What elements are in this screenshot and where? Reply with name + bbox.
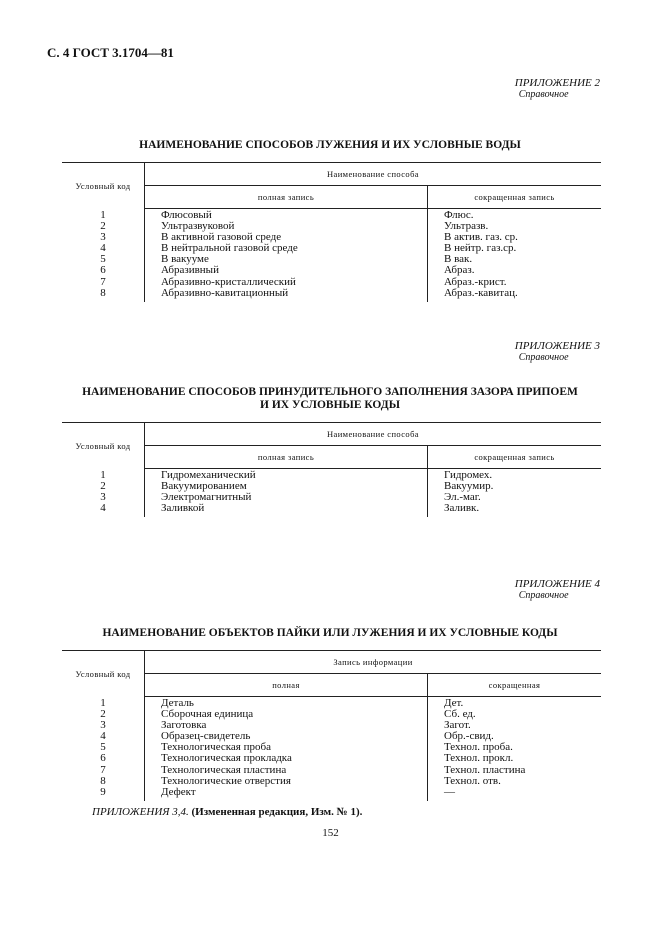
section-title bbox=[60, 386, 600, 412]
table-row bbox=[62, 288, 601, 302]
row-code: 2 bbox=[100, 708, 106, 721]
row-full-name: Заливкой bbox=[145, 503, 428, 517]
appendix-note: Справочное bbox=[518, 590, 569, 601]
row-code: 8 bbox=[100, 286, 106, 299]
table-row bbox=[62, 243, 601, 254]
col-group-header: Наименование способа bbox=[145, 423, 602, 446]
table-row bbox=[62, 503, 601, 517]
row-code: 6 bbox=[100, 264, 106, 277]
table-row bbox=[62, 481, 601, 492]
row-full-name: Абразивный bbox=[145, 265, 428, 276]
row-short-name: Технол. отв. bbox=[428, 776, 602, 787]
section-title-line: И ИХ УСЛОВНЫЕ КОДЫ bbox=[260, 399, 400, 411]
table-row bbox=[62, 469, 601, 482]
revision-note-appendices: ПРИЛОЖЕНИЯ 3,4. bbox=[92, 806, 189, 818]
row-short-name: Заливк. bbox=[428, 503, 602, 517]
row-code: 3 bbox=[100, 231, 106, 244]
table-body bbox=[62, 697, 601, 801]
row-code: 2 bbox=[100, 480, 106, 493]
row-code: 1 bbox=[100, 208, 106, 221]
row-short-name: Флюс. bbox=[428, 209, 602, 222]
col-code-header: Условный код bbox=[62, 651, 145, 697]
table-row bbox=[62, 265, 601, 276]
appendix-title: ПРИЛОЖЕНИЕ 3 bbox=[514, 340, 600, 352]
table-body bbox=[62, 469, 601, 518]
row-code: 4 bbox=[100, 730, 106, 743]
row-full-name: Деталь bbox=[145, 697, 428, 710]
col-short-header: сокращенная запись bbox=[428, 186, 602, 209]
row-full-name: Флюсовый bbox=[145, 209, 428, 222]
table-row bbox=[62, 787, 601, 801]
row-full-name: Абразивно-кристаллический bbox=[145, 277, 428, 288]
table-row bbox=[62, 209, 601, 222]
row-code: 2 bbox=[100, 220, 106, 233]
row-full-name: Технологическая пластина bbox=[145, 765, 428, 776]
row-code: 1 bbox=[100, 696, 106, 709]
table-tinning-methods bbox=[62, 162, 601, 302]
table-row bbox=[62, 221, 601, 232]
col-code-header: Условный код bbox=[62, 163, 145, 209]
appendix-title: ПРИЛОЖЕНИЕ 2 bbox=[514, 77, 600, 89]
row-code: 1 bbox=[100, 468, 106, 481]
appendix-title: ПРИЛОЖЕНИЕ 4 bbox=[514, 578, 600, 590]
row-short-name: Дет. bbox=[428, 697, 602, 710]
row-full-name: Электромагнитный bbox=[145, 492, 428, 503]
appendix-2-label bbox=[515, 77, 600, 100]
table-soldering-objects bbox=[62, 650, 601, 801]
row-code: 5 bbox=[100, 741, 106, 754]
row-code: 3 bbox=[100, 719, 106, 732]
row-code: 6 bbox=[100, 752, 106, 765]
table-row bbox=[62, 697, 601, 710]
row-full-name: В нейтральной газовой среде bbox=[145, 243, 428, 254]
row-short-name: Технол. проба. bbox=[428, 742, 602, 753]
col-full-header: полная bbox=[145, 674, 428, 697]
row-short-name: Абраз. bbox=[428, 265, 602, 276]
table-row bbox=[62, 765, 601, 776]
row-short-name: Технол. прокл. bbox=[428, 753, 602, 764]
table-row bbox=[62, 232, 601, 243]
col-code-header: Условный код bbox=[62, 423, 145, 469]
row-short-name: В актив. газ. ср. bbox=[428, 232, 602, 243]
page-number: 152 bbox=[322, 827, 339, 839]
col-short-header: сокращенная bbox=[428, 674, 602, 697]
col-short-header: сокращенная запись bbox=[428, 446, 602, 469]
row-code: 8 bbox=[100, 774, 106, 787]
appendix-note: Справочное bbox=[518, 89, 569, 100]
table-row bbox=[62, 720, 601, 731]
row-short-name: Эл.-маг. bbox=[428, 492, 602, 503]
row-short-name: Гидромех. bbox=[428, 469, 602, 482]
col-group-header: Запись информации bbox=[145, 651, 602, 674]
row-code: 9 bbox=[100, 785, 106, 798]
row-full-name: Технологическая прокладка bbox=[145, 753, 428, 764]
section-title bbox=[60, 627, 600, 640]
col-full-header: полная запись bbox=[145, 446, 428, 469]
row-code: 5 bbox=[100, 253, 106, 266]
row-short-name: В вак. bbox=[428, 254, 602, 265]
row-full-name: Дефект bbox=[145, 787, 428, 801]
section-title-line: НАИМЕНОВАНИЕ СПОСОБОВ ЛУЖЕНИЯ И ИХ УСЛОВНЫЕ ВОДЫ bbox=[139, 139, 521, 151]
row-code: 4 bbox=[100, 502, 106, 515]
table-row bbox=[62, 731, 601, 742]
table-row bbox=[62, 254, 601, 265]
row-full-name: В вакууме bbox=[145, 254, 428, 265]
revision-note-text: (Измененная редакция, Изм. № 1). bbox=[191, 806, 363, 818]
row-short-name: Абраз.-крист. bbox=[428, 277, 602, 288]
table-gap-filling-methods bbox=[62, 422, 601, 517]
section-title bbox=[60, 139, 600, 152]
row-short-name: Обр.-свид. bbox=[428, 731, 602, 742]
section-title-line: НАИМЕНОВАНИЕ ОБЪЕКТОВ ПАЙКИ ИЛИ ЛУЖЕНИЯ И ИХ УСЛОВНЫЕ КОДЫ bbox=[102, 627, 558, 639]
row-full-name: Заготовка bbox=[145, 720, 428, 731]
row-code: 7 bbox=[100, 275, 106, 288]
row-short-name: Абраз.-кавитац. bbox=[428, 288, 602, 302]
row-full-name: Образец-свидетель bbox=[145, 731, 428, 742]
row-short-name: Сб. ед. bbox=[428, 709, 602, 720]
row-full-name: Гидромеханический bbox=[145, 469, 428, 482]
appendix-note: Справочное bbox=[518, 352, 569, 363]
appendix-3-label bbox=[515, 340, 600, 363]
table-row bbox=[62, 753, 601, 764]
row-short-name: Вакуумир. bbox=[428, 481, 602, 492]
row-full-name: Абразивно-кавитационный bbox=[145, 288, 428, 302]
row-full-name: В активной газовой среде bbox=[145, 232, 428, 243]
table-row bbox=[62, 776, 601, 787]
table-row bbox=[62, 742, 601, 753]
row-short-name: Загот. bbox=[428, 720, 602, 731]
table-row bbox=[62, 492, 601, 503]
revision-note bbox=[92, 806, 362, 818]
row-code: 3 bbox=[100, 491, 106, 504]
section-title-line: НАИМЕНОВАНИЕ СПОСОБОВ ПРИНУДИТЕЛЬНОГО ЗАПОЛНЕНИЯ ЗАЗОРА ПРИПОЕМ bbox=[82, 386, 578, 398]
row-full-name: Вакуумированием bbox=[145, 481, 428, 492]
table-row bbox=[62, 709, 601, 720]
row-code: 7 bbox=[100, 763, 106, 776]
col-group-header: Наименование способа bbox=[145, 163, 602, 186]
col-full-header: полная запись bbox=[145, 186, 428, 209]
appendix-4-label bbox=[515, 578, 600, 601]
row-code: 4 bbox=[100, 242, 106, 255]
row-full-name: Технологическая проба bbox=[145, 742, 428, 753]
table-row bbox=[62, 277, 601, 288]
row-short-name: — bbox=[428, 787, 602, 801]
row-short-name: Технол. пластина bbox=[428, 765, 602, 776]
page-header: С. 4 ГОСТ 3.1704—81 bbox=[47, 45, 174, 60]
row-full-name: Технологические отверстия bbox=[145, 776, 428, 787]
row-full-name: Ультразвуковой bbox=[145, 221, 428, 232]
row-short-name: В нейтр. газ.ср. bbox=[428, 243, 602, 254]
row-short-name: Ультразв. bbox=[428, 221, 602, 232]
table-body bbox=[62, 209, 601, 302]
row-full-name: Сборочная единица bbox=[145, 709, 428, 720]
